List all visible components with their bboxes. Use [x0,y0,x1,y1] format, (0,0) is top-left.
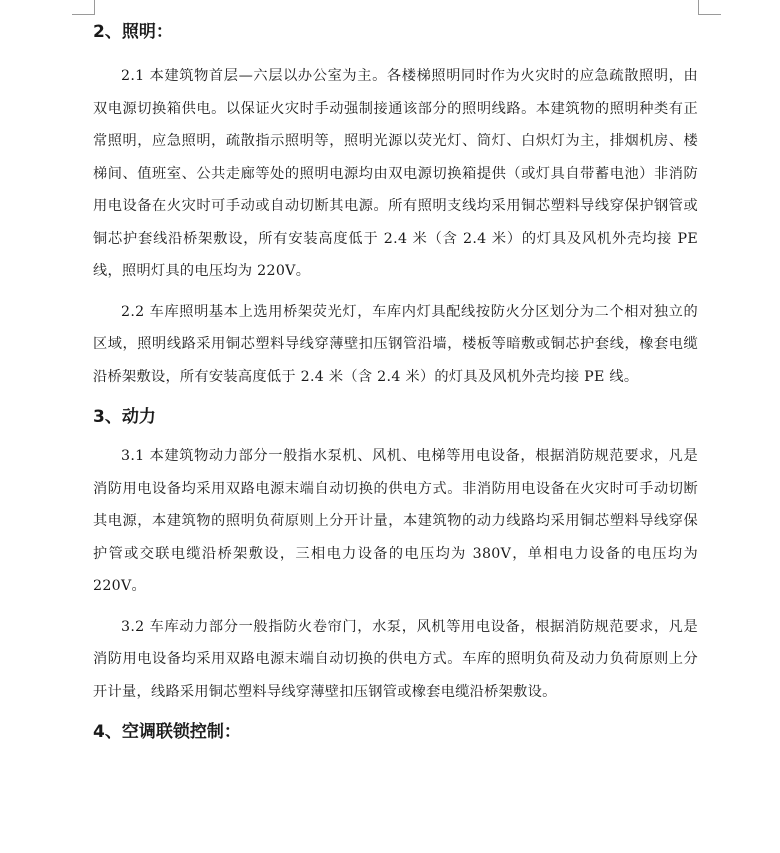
paragraph-3-2: 3.2 车库动力部分一般指防火卷帘门，水泵，风机等用电设备，根据消防规范要求，凡是消防用电设备均采用双路电源末端自动切换的供电方式。车库的照明负荷及动力负荷原则上分开计量，线路采用铜芯塑料导线穿薄壁扣压钢管或橡套电缆沿桥架敷设。 [93,618,698,700]
paragraph-3-1: 3.1 本建筑物动力部分一般指水泵机、风机、电梯等用电设备，根据消防规范要求，凡是消防用电设备均采用双路电源末端自动切换的供电方式。非消防用电设备在火灾时可手动切断其电源，本建筑物的照明负荷原则上分开计量，本建筑物的动力线路均采用铜芯塑料导线穿保护管或交联电缆沿桥架敷设，三相电力设备的电压均为 380V，单相电力设备的电压均为 220V。 [93,448,698,594]
section-heading-power: 3、动力 [93,407,156,427]
paragraph-2-1: 2.1 本建筑物首层—六层以办公室为主。各楼梯照明同时作为火灾时的应急疏散照明，由双电源切换箱供电。以保证火灾时手动强制接通该部分的照明线路。本建筑物的照明种类有正常照明，应急照明，疏散指示照明等，照明光源以荧光灯、筒灯、白炽灯为主，排烟机房、楼梯间、值班室、公共走廊等处的照明电源均由双电源切换箱提供（或灯具自带蓄电池）非消防用电设备在火灾时可手动或自动切断其电源。所有照明支线均采用铜芯塑料导线穿保护钢管或铜芯护套线沿桥架敷设，所有安装高度低于 2.4 米（含 2.4 米）的灯具及风机外壳均接 PE 线，照明灯具的电压均为 220V。 [93,68,698,279]
document-body [93,16,698,748]
crop-mark-top-right [698,0,721,15]
section-heading-ac-interlock: 4、空调联锁控制： [93,722,241,742]
crop-mark-top-left [72,0,95,15]
section-heading-lighting: 2、照明： [93,22,173,42]
paragraph-2-2: 2.2 车库照明基本上选用桥架荧光灯，车库内灯具配线按防火分区划分为二个相对独立的区域，照明线路采用铜芯塑料导线穿薄壁扣压钢管沿墙，楼板等暗敷或铜芯护套线，橡套电缆沿桥架敷设，所有安装高度低于 2.4 米（含 2.4 米）的灯具及风机外壳均接 PE 线。 [93,303,698,385]
